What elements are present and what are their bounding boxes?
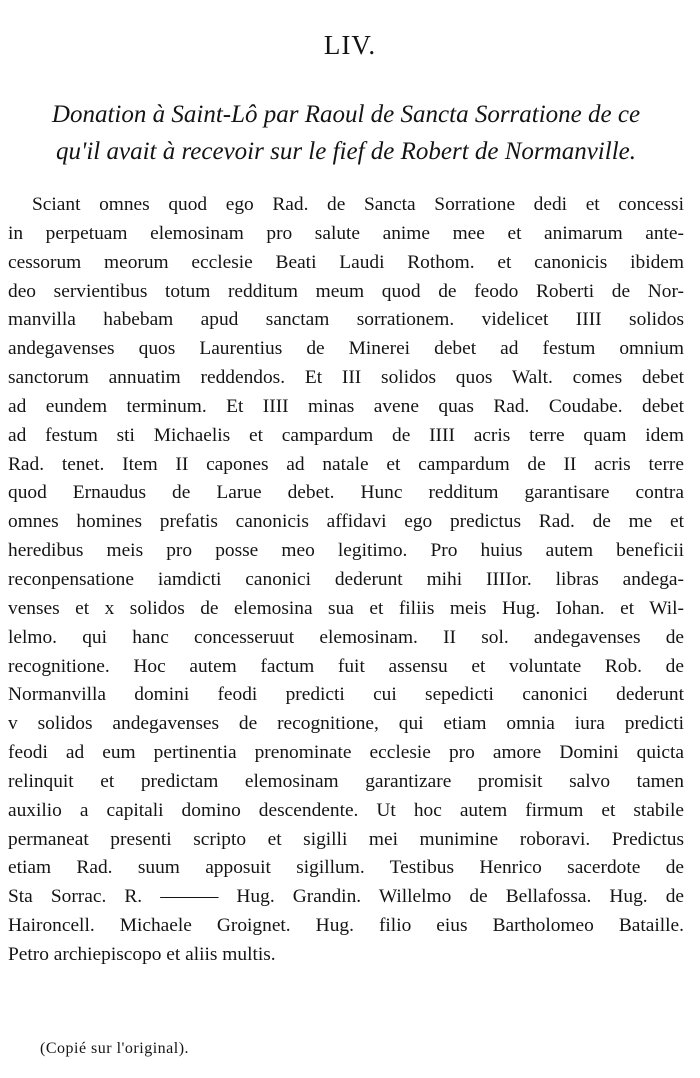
text-line: Petro archiepiscopo et aliis multis. (8, 943, 276, 965)
text-line: etiam Rad. suum apposuit sigillum. Testibus Henrico sacerdote de (8, 857, 684, 879)
text-line: ad festum sti Michaelis et campardum de IIII acris terre quam idem (8, 424, 684, 446)
text-line: andegavenses quos Laurentius de Minerei debet ad festum omnium (8, 338, 684, 360)
text-line: ad eundem terminum. Et IIII minas avene quas Rad. Coudabe. debet (8, 395, 684, 417)
title-line: Donation à Saint-Lô par Raoul de Sancta Sorratione de ce (51, 101, 641, 128)
text-line: quod Ernaudus de Larue debet. Hunc redditum garantisare contra (8, 482, 684, 504)
text-line: relinquit et predictam elemosinam garantizare promisit salvo tamen (8, 770, 684, 792)
text-line: cessorum meorum ecclesie Beati Laudi Rothom. et canonicis ibidem (8, 251, 684, 273)
text-line: in perpetuam elemosinam pro salute anime mee et animarum ante- (8, 222, 684, 244)
text-line: lelmo. qui hanc concesseruut elemosinam. II sol. andegavenses de (8, 626, 684, 648)
text-line: recognitione. Hoc autem factum fuit assensu et voluntate Rob. de (8, 655, 684, 677)
source-note: (Copié sur l'original). (40, 1040, 190, 1057)
text-line: auxilio a capitali domino descendente. Ut hoc autem firmum et stabile (8, 799, 684, 821)
charter-title (8, 96, 684, 170)
text-line: Normanvilla domini feodi predicti cui sepedicti canonici dederunt (8, 684, 684, 706)
text-line: omnes homines prefatis canonicis affidavi ego predictus Rad. de me et (8, 511, 684, 533)
text-line: Rad. tenet. Item II capones ad natale et campardum de II acris terre (8, 453, 684, 475)
text-line: Sta Sorrac. R. ——— Hug. Grandin. Willelmo de Bellafossa. Hug. de (8, 886, 684, 908)
text-line: venses et x solidos de elemosina sua et filiis meis Hug. Iohan. et Wil- (8, 597, 684, 619)
text-line: permaneat presenti scripto et sigilli mei munimine roboravi. Predictus (8, 828, 684, 850)
text-line: manvilla habebam apud sanctam sorrationem. videlicet IIII solidos (8, 309, 684, 331)
text-line: reconpensatione iamdicti canonici dederunt mihi IIIIor. libras andega- (8, 568, 684, 590)
text-line: heredibus meis pro posse meo legitimo. Pro huius autem beneficii (8, 540, 684, 562)
text-line: Haironcell. Michaele Groignet. Hug. filio eius Bartholomeo Bataille. (8, 915, 684, 937)
text-line: sanctorum annuatim reddendos. Et III solidos quos Walt. comes debet (8, 367, 684, 389)
text-line: deo servientibus totum redditum meum quod de feodo Roberti de Nor- (8, 280, 684, 302)
title-line: qu'il avait à recevoir sur le fief de Robert de Normanville. (56, 138, 636, 165)
charter-number: LIV. (323, 30, 377, 60)
text-line: v solidos andegavenses de recognitione, qui etiam omnia iura predicti (8, 713, 684, 735)
charter-text (8, 191, 684, 970)
text-line: Sciant omnes quod ego Rad. de Sancta Sorratione dedi et concessi (32, 194, 684, 215)
text-line: feodi ad eum pertinentia prenominate ecclesie pro amore Domini quicta (8, 742, 684, 764)
